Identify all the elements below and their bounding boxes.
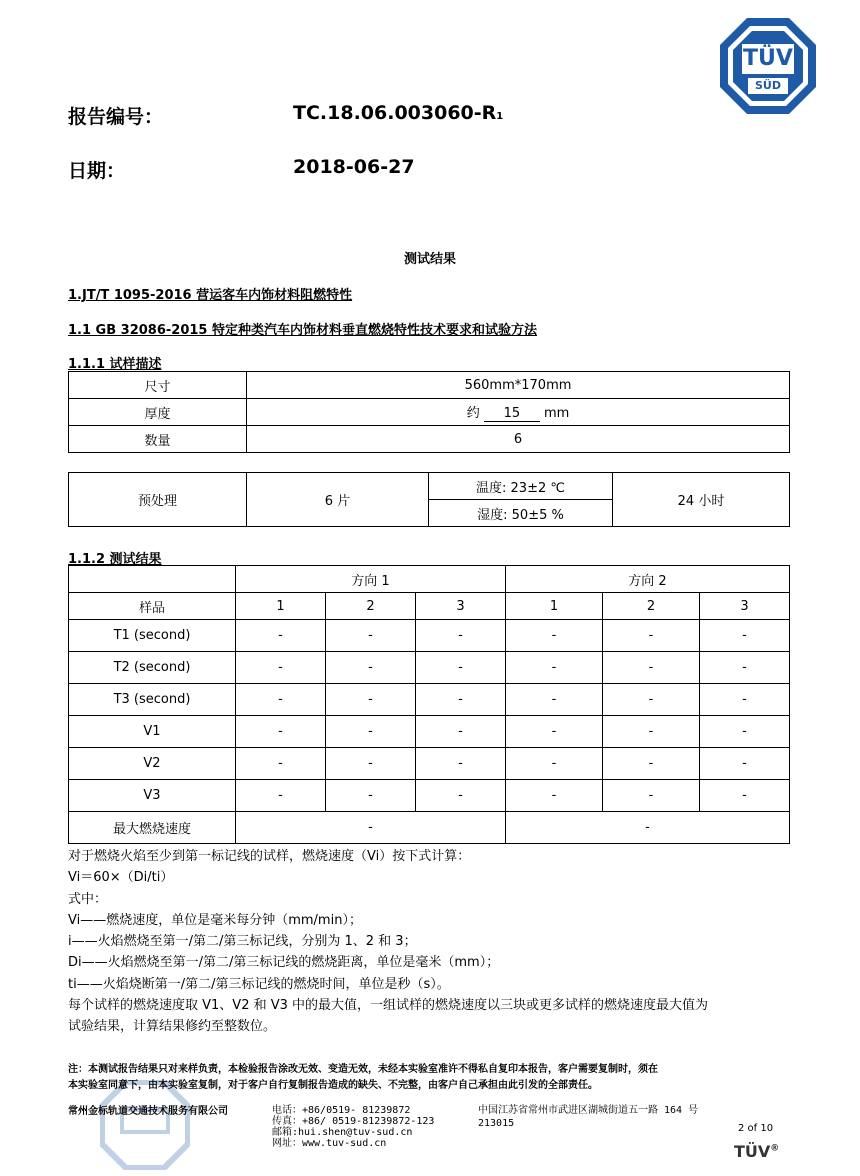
count-label: 数量 (69, 426, 247, 453)
row-label: V3 (69, 780, 236, 812)
column-label: 3 (416, 593, 506, 620)
footer-website: 网址：www.tuv-sud.cn (272, 1138, 387, 1149)
result-cell: - (236, 652, 326, 684)
result-cell: - (326, 748, 416, 780)
footer-note (68, 1062, 798, 1094)
result-cell: - (506, 748, 603, 780)
column-label: 1 (236, 593, 326, 620)
note-line: ti——火焰烧断第一/第二/第三标记线的燃烧时间，单位是秒（s）。 (68, 976, 450, 992)
row-label: T2 (second) (69, 652, 236, 684)
section-1-1-1-heading: 1.1.1 试样描述 (68, 357, 162, 372)
pretreat-row-1 (69, 473, 790, 500)
row-label: V1 (69, 716, 236, 748)
max-burn-rate-label: 最大燃烧速度 (69, 812, 236, 844)
table-row (69, 780, 790, 812)
thickness-cell (247, 399, 790, 426)
row-label: T1 (second) (69, 620, 236, 652)
max-burn-rate-dir2: - (506, 812, 790, 844)
footer-company: 常州金标轨道交通技术服务有限公司 (68, 1106, 228, 1117)
report-number-main: TC.18.06.003060-R (293, 102, 497, 124)
column-label: 2 (326, 593, 416, 620)
note-line: 每个试样的燃烧速度取 V1、V2 和 V3 中的最大值，一组试样的燃烧速度以三块或更多试样的燃烧速度最大值为 (68, 998, 709, 1014)
result-cell: - (416, 716, 506, 748)
formula-notes (68, 846, 788, 1038)
column-label: 3 (700, 593, 790, 620)
page-number: 2 of 10 (738, 1123, 774, 1134)
result-cell: - (700, 652, 790, 684)
pretreatment-table (68, 472, 790, 527)
date-label: 日期： (68, 160, 126, 182)
result-cell: - (506, 684, 603, 716)
table-row (69, 652, 790, 684)
section-1-1-2-heading: 1.1.2 测试结果 (68, 552, 162, 567)
result-direction-row (69, 566, 790, 593)
note-line: i——火焰燃烧至第一/第二/第三标记线，分别为 1、2 和 3； (68, 934, 417, 950)
result-cell: - (326, 684, 416, 716)
pretreat-humidity: 湿度: 50±5 % (429, 500, 613, 527)
result-cell: - (416, 780, 506, 812)
result-cell: - (326, 716, 416, 748)
footer-brand (734, 1142, 779, 1161)
footer-phone: 电话：+86/0519- 81239872 (272, 1105, 411, 1116)
note-line: Vi＝60×（Di/ti） (68, 870, 174, 886)
result-cell: - (506, 716, 603, 748)
footer-address-block (478, 1105, 698, 1129)
column-label: 2 (603, 593, 700, 620)
sample-description-table (68, 371, 790, 453)
thickness-label: 厚度 (69, 399, 247, 426)
note-line: 式中： (68, 891, 108, 907)
result-cell: - (416, 748, 506, 780)
sample-size-row (69, 372, 790, 399)
footer-brand-text: TÜV (734, 1142, 771, 1161)
result-cell: - (236, 748, 326, 780)
pretreat-pieces: 6 片 (247, 473, 429, 527)
sample-header: 样品 (69, 593, 236, 620)
result-cell: - (236, 620, 326, 652)
result-cell: - (700, 780, 790, 812)
footer-fax: 传真：+86/ 0519-81239872-123 (272, 1116, 435, 1127)
result-column-row (69, 593, 790, 620)
result-cell: - (603, 684, 700, 716)
result-cell: - (326, 652, 416, 684)
sample-thickness-row (69, 399, 790, 426)
result-cell: - (603, 652, 700, 684)
table-row (69, 684, 790, 716)
result-cell: - (506, 620, 603, 652)
logo-bottom-text: SÜD (755, 79, 781, 92)
size-value: 560mm*170mm (247, 372, 790, 399)
section-1-1-heading: 1.1 GB 32086-2015 特定种类汽车内饰材料垂直燃烧特性技术要求和试验方法 (68, 323, 537, 338)
max-burn-rate-dir1: - (236, 812, 506, 844)
result-cell: - (416, 684, 506, 716)
count-value: 6 (247, 426, 790, 453)
table-row (69, 716, 790, 748)
result-cell: - (506, 780, 603, 812)
result-cell: - (700, 684, 790, 716)
result-cell: - (603, 780, 700, 812)
result-cell: - (603, 620, 700, 652)
footer-note-line: 本实验室同意下，由本实验室复制，对于客户自行复制报告造成的缺失、不完整，由客户自己承担由此引发的全部责任。 (68, 1080, 598, 1091)
thickness-prefix: 约 (466, 406, 480, 421)
result-cell: - (700, 716, 790, 748)
note-line: 对于燃烧火焰至少到第一标记线的试样，燃烧速度（Vi）按下式计算： (68, 849, 471, 864)
result-cell: - (236, 684, 326, 716)
result-cell: - (326, 620, 416, 652)
row-label: T3 (second) (69, 684, 236, 716)
column-label: 1 (506, 593, 603, 620)
note-line: Vi——燃烧速度，单位是毫米每分钟（mm/min）； (68, 912, 362, 928)
footer-brand-mark: ® (770, 1143, 780, 1154)
section-1-heading: 1.JT/T 1095-2016 营运客车内饰材料阻燃特性 (68, 288, 353, 303)
result-cell: - (700, 620, 790, 652)
pretreat-temperature: 温度: 23±2 ℃ (429, 473, 613, 500)
thickness-value: 15 (484, 406, 540, 422)
result-corner-cell (69, 566, 236, 593)
max-burn-rate-row (69, 812, 790, 844)
result-cell: - (236, 780, 326, 812)
sample-count-row (69, 426, 790, 453)
report-number-sub: 1 (496, 111, 504, 122)
date-value: 2018-06-27 (293, 156, 415, 178)
table-row (69, 620, 790, 652)
note-line: 试验结果，计算结果修约至整数位。 (68, 1019, 277, 1035)
result-cell: - (416, 620, 506, 652)
footer-email: 邮箱:hui.shen@tuv-sud.cn (272, 1127, 413, 1138)
report-number-value (293, 102, 503, 124)
result-cell: - (603, 748, 700, 780)
size-label: 尺寸 (69, 372, 247, 399)
note-line: Di——火焰燃烧至第一/第二/第三标记线的燃烧距离，单位是毫米（mm）； (68, 955, 500, 971)
thickness-unit: mm (543, 406, 570, 421)
logo-top-text: TÜV (743, 46, 793, 71)
table-row (69, 748, 790, 780)
footer-note-line: 注：本测试报告结果只对来样负责，本检验报告涂改无效、变造无效，未经本实验室准许不得私自复印本报告，客户需要复制时，须在 (68, 1064, 658, 1075)
result-cell: - (603, 716, 700, 748)
pretreat-label: 预处理 (69, 473, 247, 527)
page-title: 测试结果 (403, 252, 456, 267)
result-cell: - (416, 652, 506, 684)
report-number-label: 报告编号： (68, 106, 164, 128)
result-cell: - (236, 716, 326, 748)
direction-1-header: 方向 1 (236, 566, 506, 593)
test-result-table (68, 565, 790, 844)
tuv-sud-logo (718, 16, 818, 116)
direction-2-header: 方向 2 (506, 566, 790, 593)
result-cell: - (506, 652, 603, 684)
footer-postcode: 213015 (478, 1118, 515, 1129)
pretreat-duration: 24 小时 (613, 473, 790, 527)
result-cell: - (700, 748, 790, 780)
footer-address: 中国江苏省常州市武进区湖城街道五一路 164 号 (478, 1105, 699, 1116)
row-label: V2 (69, 748, 236, 780)
footer-contact (272, 1105, 434, 1149)
result-cell: - (326, 780, 416, 812)
